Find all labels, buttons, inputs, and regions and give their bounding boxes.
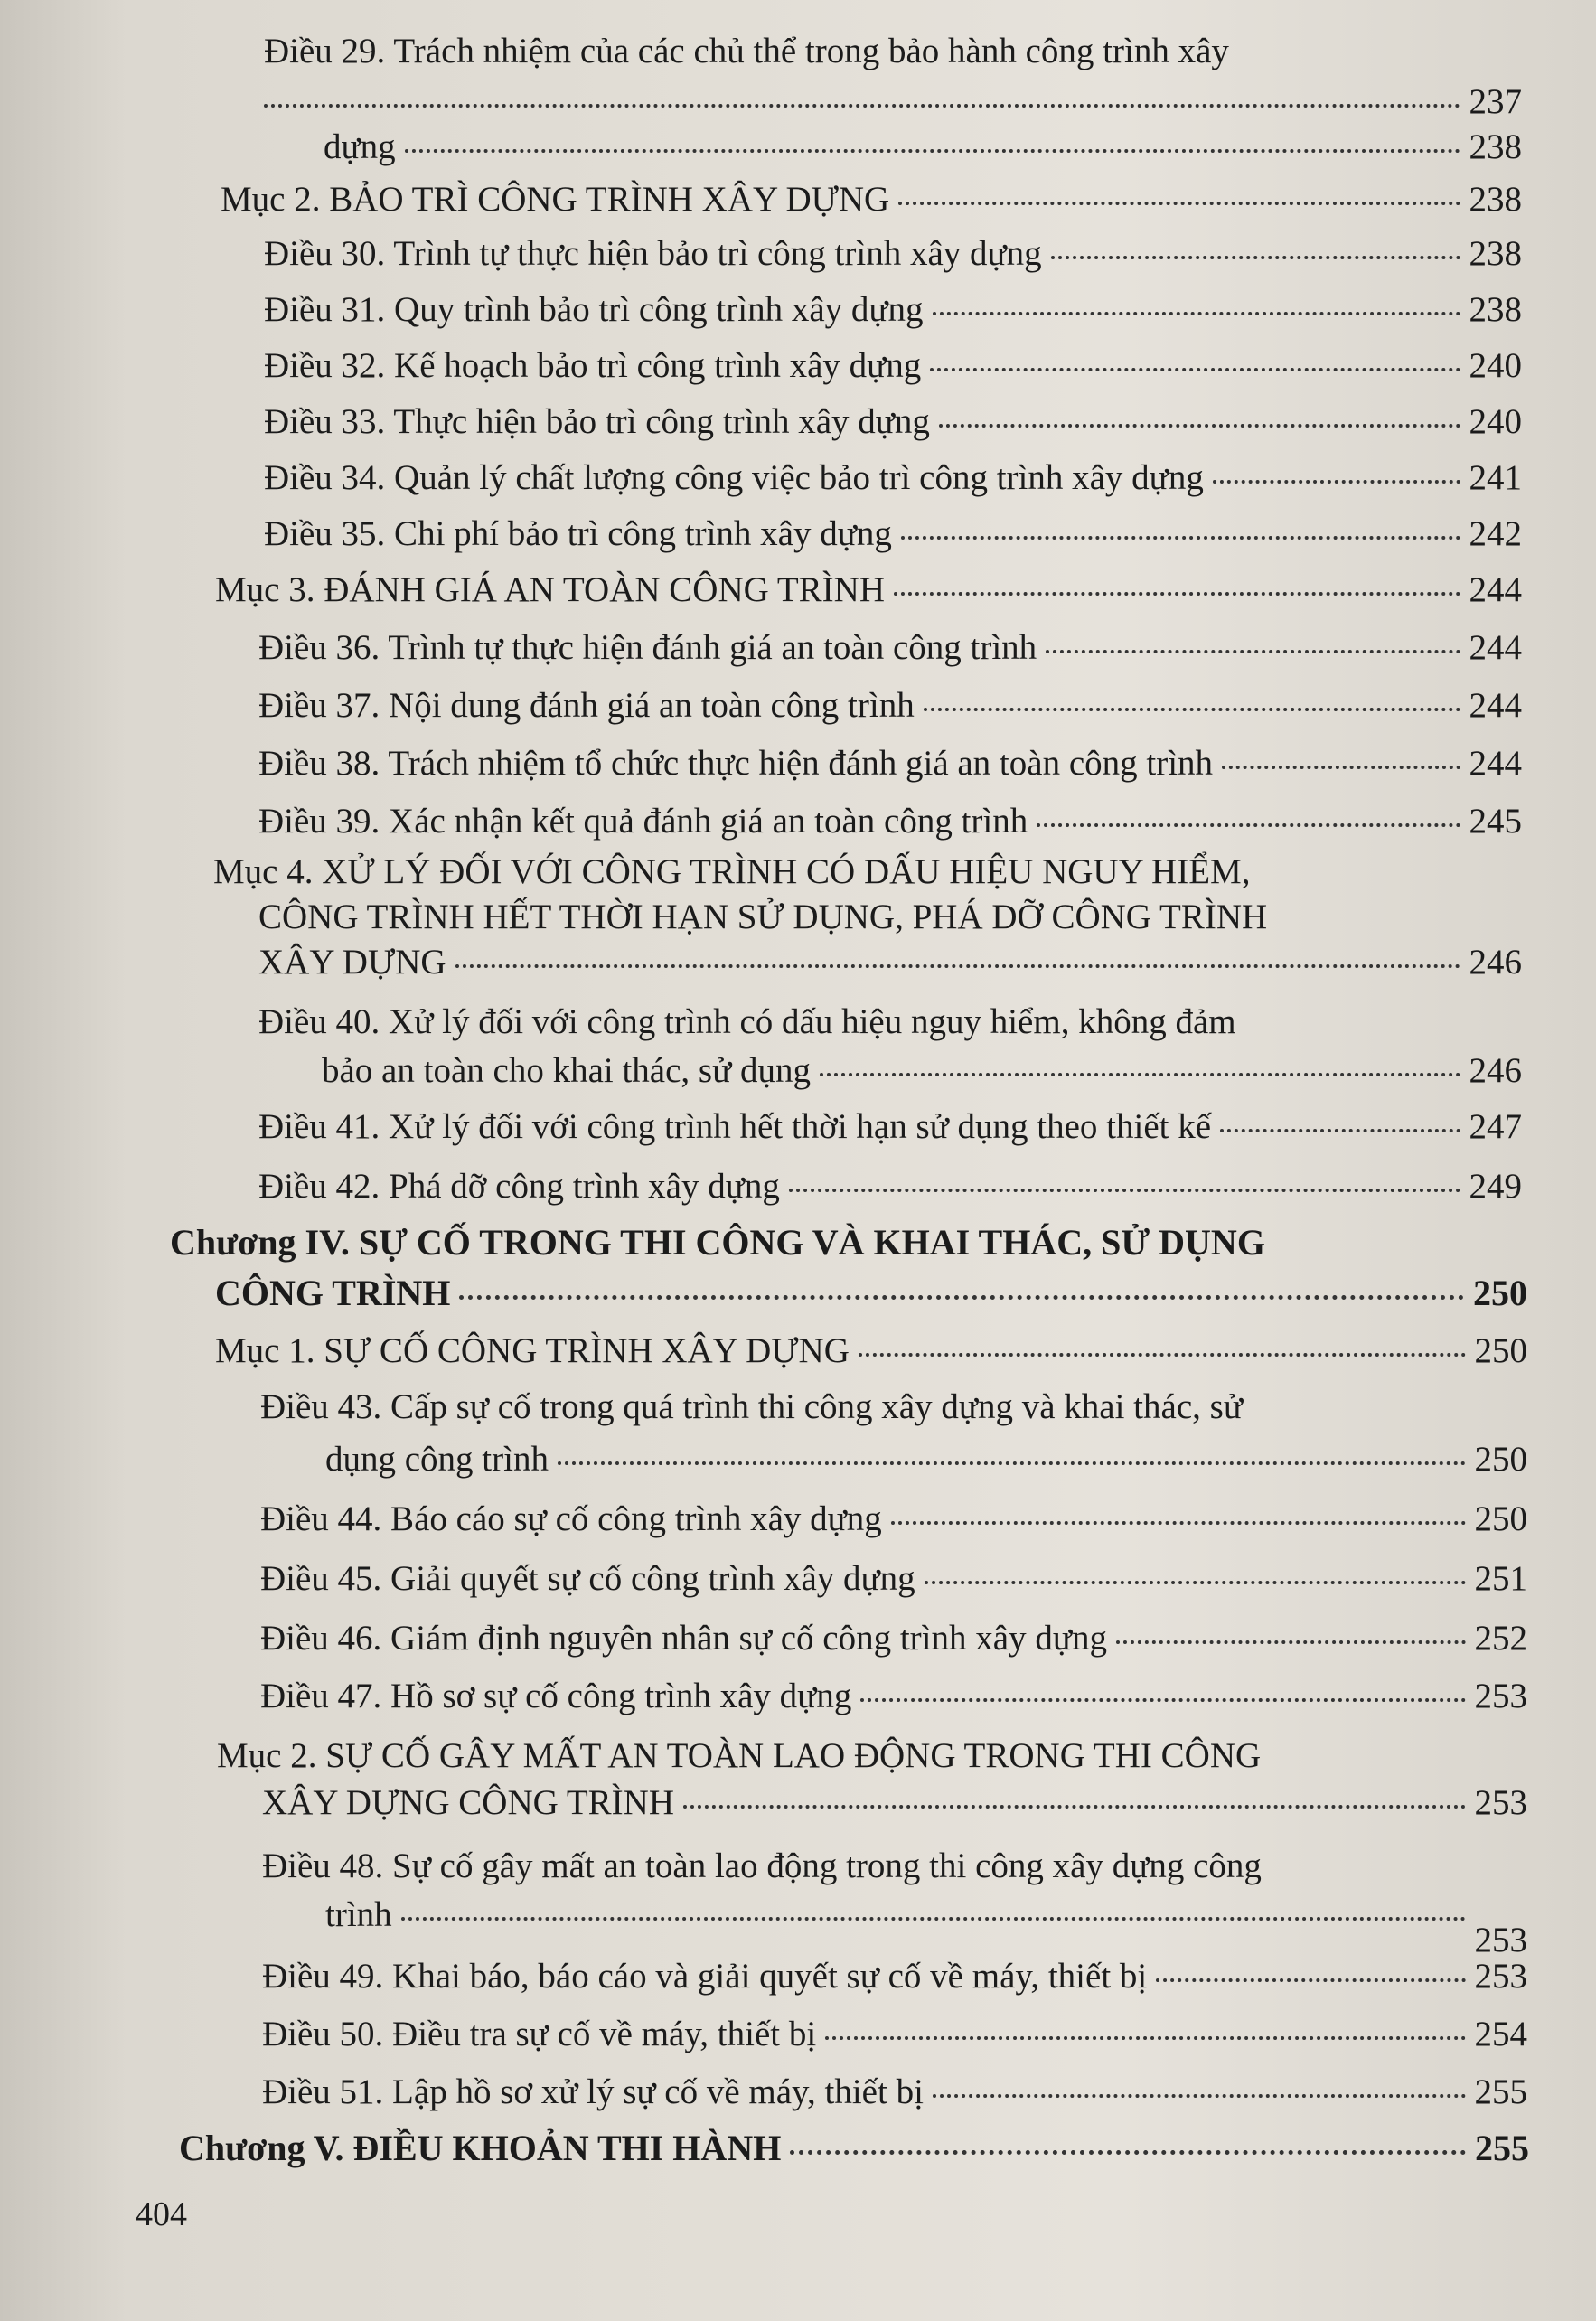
toc-entry-dieu-40-line2: bảo an toàn cho khai thác, sử dụng 246 (322, 1051, 1522, 1090)
toc-entry-dieu-29-line2: dựng 238 (324, 127, 1522, 166)
toc-chapter-4-line2: CÔNG TRÌNH 250 (215, 1273, 1527, 1313)
toc-section-muc-4-line1: Mục 4. XỬ LÝ ĐỐI VỚI CÔNG TRÌNH CÓ DẤU HIỆU NGUY HIỂM, (213, 852, 1251, 891)
toc-entry-dieu-33: Điều 33. Thực hiện bảo trì công trình xây dựng 240 (264, 402, 1522, 441)
toc-section-c4-muc-1: Mục 1. SỰ CỐ CÔNG TRÌNH XÂY DỰNG 250 (215, 1331, 1527, 1370)
show-through-text (1175, 2205, 1182, 2239)
toc-entry-dieu-40-line1: Điều 40. Xử lý đối với công trình có dấu hiệu nguy hiểm, không đảm (258, 1002, 1236, 1041)
toc-entry-dieu-51: Điều 51. Lập hồ sơ xử lý sự cố về máy, thiết bị 255 (262, 2072, 1527, 2111)
toc-entry-dieu-44: Điều 44. Báo cáo sự cố công trình xây dựng 250 (260, 1499, 1527, 1538)
toc-section-c4-muc-2-line2: XÂY DỰNG CÔNG TRÌNH 253 (262, 1783, 1527, 1822)
toc-entry-dieu-48-line1: Điều 48. Sự cố gây mất an toàn lao động trong thi công xây dựng công (262, 1846, 1262, 1885)
toc-entry-dieu-31: Điều 31. Quy trình bảo trì công trình xây dựng 238 (264, 290, 1522, 329)
toc-section-muc-3: Mục 3. ĐÁNH GIÁ AN TOÀN CÔNG TRÌNH 244 (215, 570, 1522, 609)
toc-entry-dieu-43-line2: dụng công trình 250 (325, 1440, 1527, 1479)
toc-entry-dieu-47: Điều 47. Hồ sơ sự cố công trình xây dựng 253 (260, 1677, 1527, 1715)
toc-entry-dieu-42: Điều 42. Phá dỡ công trình xây dựng 249 (258, 1167, 1522, 1206)
toc-entry-dieu-32: Điều 32. Kế hoạch bảo trì công trình xây dựng 240 (264, 346, 1522, 385)
toc-chapter-5: Chương V. ĐIỀU KHOẢN THI HÀNH 255 (179, 2128, 1529, 2168)
toc-entry-dieu-29-page-row: 237 (264, 80, 1522, 125)
toc-entry-dieu-41: Điều 41. Xử lý đối với công trình hết thời hạn sử dụng theo thiết kế 247 (258, 1107, 1522, 1146)
toc-entry-dieu-48-line2: trình 253 (325, 1895, 1527, 1959)
toc-entry-dieu-45: Điều 45. Giải quyết sự cố công trình xây dựng 251 (260, 1559, 1527, 1598)
toc-section-muc-4-line2: CÔNG TRÌNH HẾT THỜI HẠN SỬ DỤNG, PHÁ DỠ CÔNG TRÌNH (258, 897, 1268, 936)
toc-entry-dieu-34: Điều 34. Quản lý chất lượng công việc bảo trì công trình xây dựng 241 (264, 458, 1522, 497)
toc-section-c4-muc-2-line1: Mục 2. SỰ CỐ GÂY MẤT AN TOÀN LAO ĐỘNG TRONG THI CÔNG (217, 1736, 1262, 1775)
toc-entry-dieu-36: Điều 36. Trình tự thực hiện đánh giá an toàn công trình 244 (258, 628, 1522, 667)
toc-entry-dieu-39: Điều 39. Xác nhận kết quả đánh giá an toàn công trình 245 (258, 802, 1522, 841)
toc-entry-dieu-49: Điều 49. Khai báo, báo cáo và giải quyết sự cố về máy, thiết bị 253 (262, 1957, 1527, 1996)
toc-entry-dieu-46: Điều 46. Giám định nguyên nhân sự cố công trình xây dựng 252 (260, 1619, 1527, 1658)
toc-entry-dieu-38: Điều 38. Trách nhiệm tổ chức thực hiện đánh giá an toàn công trình 244 (258, 744, 1522, 783)
page-number: 404 (136, 2195, 187, 2233)
toc-section-muc-4-line3: XÂY DỰNG 246 (258, 943, 1522, 982)
toc-entry-dieu-30: Điều 30. Trình tự thực hiện bảo trì công trình xây dựng 238 (264, 234, 1522, 273)
toc-section-muc-2: Mục 2. BẢO TRÌ CÔNG TRÌNH XÂY DỰNG 238 (221, 180, 1522, 219)
toc-entry-dieu-29-line1: Điều 29. Trách nhiệm của các chủ thể trong bảo hành công trình xây (264, 32, 1229, 70)
toc-entry-dieu-43-line1: Điều 43. Cấp sự cố trong quá trình thi công xây dựng và khai thác, sử (260, 1387, 1243, 1426)
toc-entry-dieu-37: Điều 37. Nội dung đánh giá an toàn công trình 244 (258, 686, 1522, 725)
toc-entry-dieu-50: Điều 50. Điều tra sự cố về máy, thiết bị 254 (262, 2015, 1527, 2053)
toc-chapter-4-line1: Chương IV. SỰ CỐ TRONG THI CÔNG VÀ KHAI THÁC, SỬ DỤNG (170, 1222, 1265, 1263)
toc-entry-dieu-35: Điều 35. Chi phí bảo trì công trình xây dựng 242 (264, 514, 1522, 553)
